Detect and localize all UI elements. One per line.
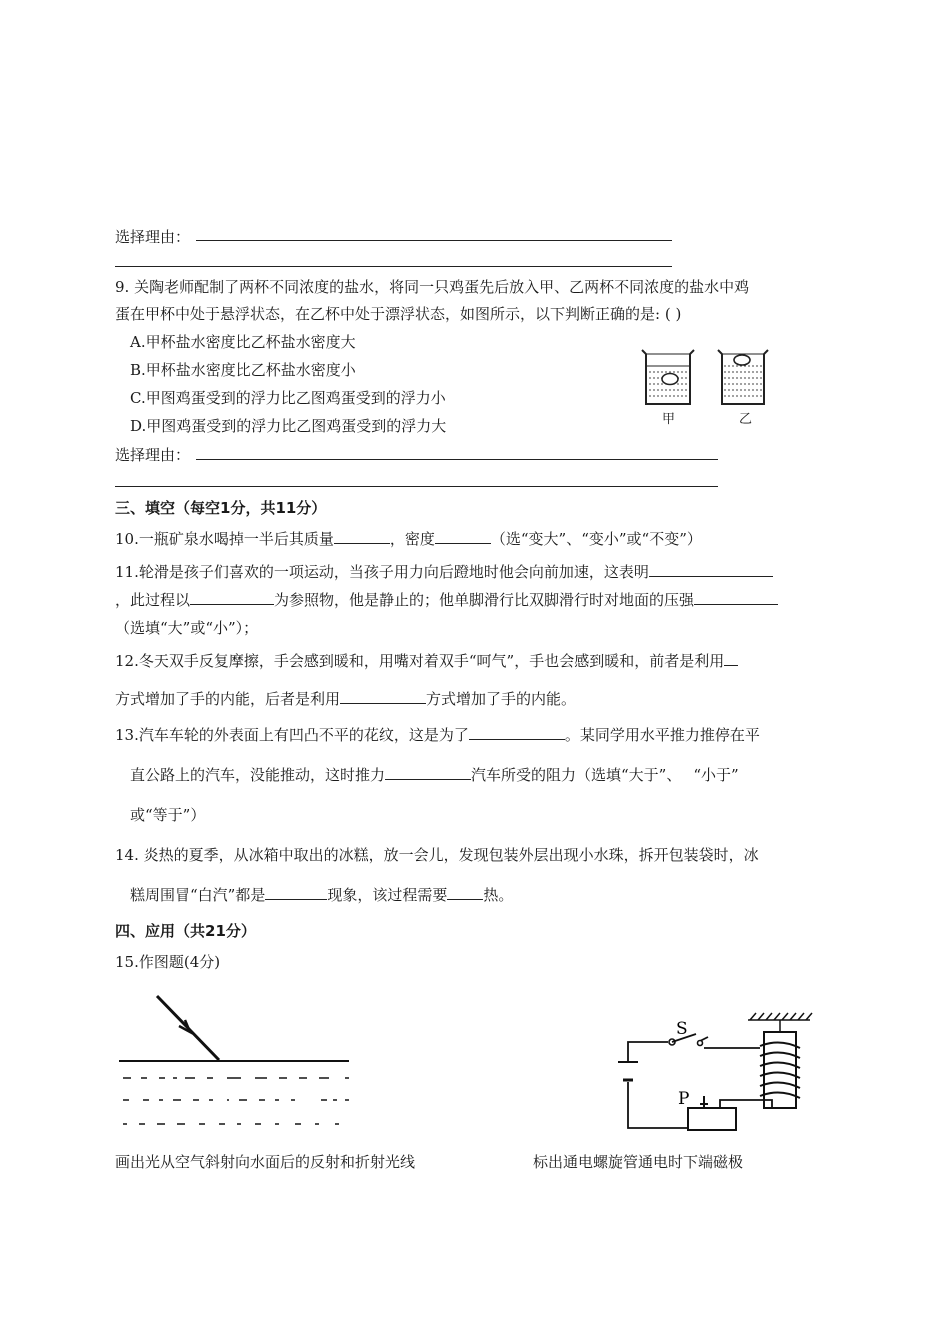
q15-title: 15.作图题(4分) bbox=[115, 953, 221, 971]
q11-blank-1[interactable] bbox=[649, 562, 773, 577]
q8-reason-blank-2[interactable] bbox=[115, 266, 672, 267]
q9-stem-line1: 9. 关陶老师配制了两杯不同浓度的盐水，将同一只鸡蛋先后放入甲、乙两杯不同浓度的盐水中鸡 bbox=[115, 278, 750, 296]
q10-part3: （选“变大”、“变小”或“不变”） bbox=[490, 530, 702, 548]
q9-option-d[interactable]: D.甲图鸡蛋受到的浮力比乙图鸡蛋受到的浮力大 bbox=[130, 417, 447, 435]
q11-blank-3[interactable] bbox=[694, 590, 778, 605]
q11-line1 bbox=[115, 561, 773, 582]
q11-blank-2[interactable] bbox=[190, 590, 274, 605]
q12-line1 bbox=[115, 650, 738, 671]
q10-part2: ，密度 bbox=[389, 530, 435, 548]
section3-heading: 三、填空（每空1分，共11分） bbox=[115, 499, 327, 517]
egg-jia bbox=[662, 374, 678, 385]
q14-line2-c: 热。 bbox=[483, 886, 514, 904]
solenoid-figure-caption: 标出通电螺旋管通电时下端磁极 bbox=[533, 1153, 744, 1171]
q12-line2-a: 方式增加了手的内能，后者是利用 bbox=[115, 690, 341, 708]
q9-option-c[interactable]: C.甲图鸡蛋受到的浮力比乙图鸡蛋受到的浮力小 bbox=[130, 389, 446, 407]
ceiling-hatch bbox=[748, 1013, 812, 1020]
q12-line1-text: 12.冬天双手反复摩擦，手会感到暖和，用嘴对着双手“呵气”，手也会感到暖和，前者是利用 bbox=[115, 652, 725, 670]
slider-label: P bbox=[678, 1089, 690, 1109]
q13-line3: 或“等于”） bbox=[130, 806, 206, 824]
switch-label: S bbox=[676, 1019, 688, 1039]
q11-line1-text: 11.轮滑是孩子们喜欢的一项运动，当孩子用力向后蹬地时他会向前加速，这表明 bbox=[115, 563, 649, 581]
beaker-jia bbox=[642, 350, 694, 404]
q11-line3: （选填“大”或“小”）； bbox=[115, 619, 259, 637]
q14-line2 bbox=[130, 884, 513, 905]
light-figure-caption: 画出光从空气斜射向水面后的反射和折射光线 bbox=[115, 1153, 416, 1171]
q13-line2-c: “小于” bbox=[693, 766, 739, 784]
q11-line2 bbox=[115, 589, 778, 610]
q14-line2-a: 糕周围冒“白汽”都是 bbox=[130, 886, 266, 904]
q14-line2-b: 现象，该过程需要 bbox=[327, 886, 448, 904]
q12-blank-1[interactable] bbox=[724, 651, 738, 666]
beaker-yi bbox=[718, 350, 768, 404]
q12-line2 bbox=[115, 688, 576, 709]
q10-blank-mass[interactable] bbox=[334, 529, 390, 544]
q9-reason-label: 选择理由： bbox=[115, 446, 191, 464]
section4-heading: 四、应用（共21分） bbox=[115, 922, 256, 940]
q9-option-b[interactable]: B.甲杯盐水密度比乙杯盐水密度小 bbox=[130, 361, 356, 379]
q10-line bbox=[115, 528, 702, 549]
q13-line2-b: 汽车所受的阻力（选填“大于”、 bbox=[471, 766, 682, 784]
beaker-label-jia: 甲 bbox=[662, 412, 676, 427]
beaker-label-yi: 乙 bbox=[739, 412, 753, 427]
light-ray-figure[interactable] bbox=[115, 990, 360, 1130]
q13-line1 bbox=[115, 724, 760, 745]
q12-blank-2[interactable] bbox=[340, 689, 426, 704]
q13-line2-a: 直公路上的汽车，没能推动，这时推力 bbox=[130, 766, 386, 784]
q14-blank-1[interactable] bbox=[265, 885, 327, 900]
q14-line1: 14. 炎热的夏季，从冰箱中取出的冰糕，放一会儿，发现包装外层出现小水珠，拆开包装袋时，冰 bbox=[115, 846, 759, 864]
egg-yi bbox=[734, 355, 750, 365]
q12-line2-b: 方式增加了手的内能。 bbox=[426, 690, 577, 708]
q9-reason-blank[interactable] bbox=[196, 459, 718, 460]
q13-line1-a: 13.汽车车轮的外表面上有凹凸不平的花纹，这是为了 bbox=[115, 726, 469, 744]
q10-blank-density[interactable] bbox=[435, 529, 491, 544]
q14-blank-2[interactable] bbox=[447, 885, 483, 900]
q13-line1-b: 。某同学用水平推力推停在平 bbox=[564, 726, 760, 744]
q9-stem-line2: 蛋在甲杯中处于悬浮状态，在乙杯中处于漂浮状态，如图所示，以下判断正确的是: ( ) bbox=[115, 305, 682, 323]
water-dashes bbox=[123, 1078, 349, 1124]
q11-line2-b: 为参照物，他是静止的；他单脚滑行比双脚滑行时对地面的压强 bbox=[274, 591, 695, 609]
rheostat[interactable] bbox=[688, 1108, 736, 1130]
q11-line2-a: ，此过程以 bbox=[115, 591, 191, 609]
q8-reason-blank[interactable] bbox=[196, 240, 672, 241]
q13-blank-2[interactable] bbox=[385, 765, 471, 780]
q8-reason-label: 选择理由： bbox=[115, 228, 191, 246]
q9-reason-blank-2[interactable] bbox=[115, 486, 718, 487]
q13-line2 bbox=[130, 764, 739, 785]
battery-icon bbox=[618, 1060, 638, 1080]
q10-part1: 10.一瓶矿泉水喝掉一半后其质量 bbox=[115, 530, 334, 548]
q9-option-a[interactable]: A.甲杯盐水密度比乙杯盐水密度大 bbox=[130, 333, 356, 351]
beaker-figure bbox=[638, 344, 778, 428]
q13-blank-1[interactable] bbox=[469, 725, 565, 740]
solenoid-circuit-figure[interactable] bbox=[610, 1010, 820, 1145]
